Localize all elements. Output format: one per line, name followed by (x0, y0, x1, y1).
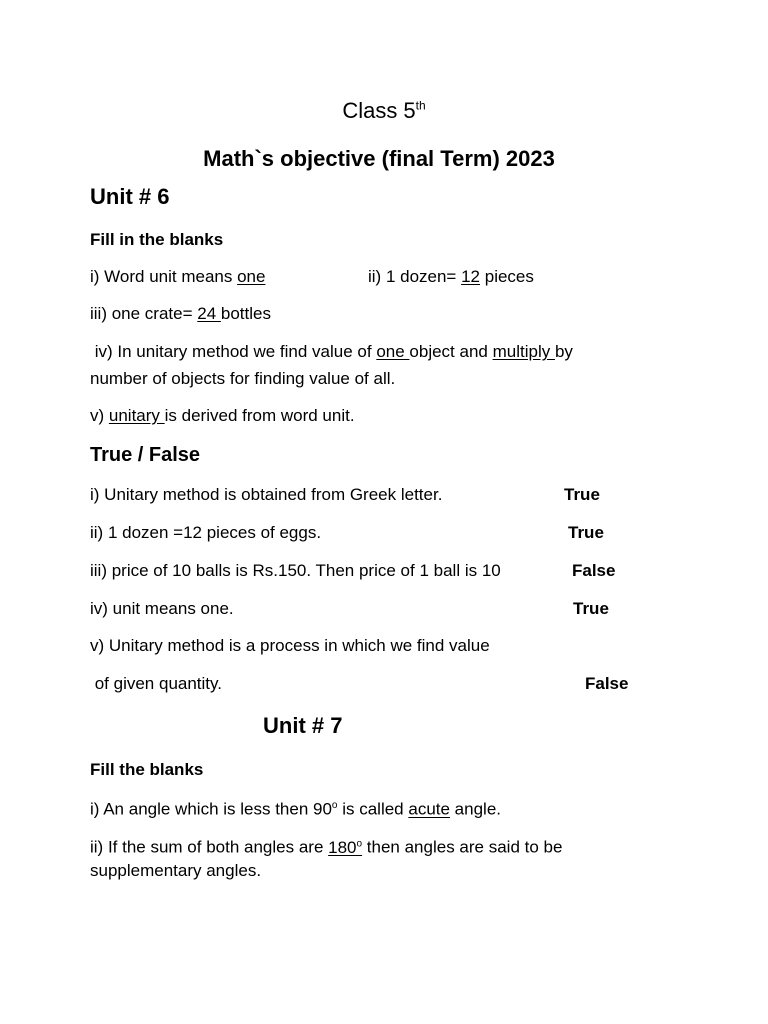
u7-q2-suffix: then angles are said to be (362, 837, 563, 857)
q1-prefix: i) Word unit means (90, 267, 238, 286)
class-title (0, 98, 768, 124)
q4-prefix: iv) In unitary method we find value of (90, 342, 377, 361)
u7-q1-mid: is called (337, 799, 409, 819)
unit6-heading: Unit # 6 (90, 184, 170, 209)
q2-suffix: pieces (480, 267, 534, 286)
q2-answer: 12 (461, 267, 481, 286)
tf-item-5: v) Unitary method is a process in which we find value (90, 636, 490, 655)
unit6-fill-q5 (90, 406, 355, 426)
tf-item-3: iii) price of 10 balls is Rs.150. Then price of 1 ball is 10 (90, 561, 501, 580)
q3-suffix: bottles (220, 304, 271, 323)
page-title: Math`s objective (final Term) 2023 (203, 146, 555, 171)
class-text: Class 5 (342, 98, 416, 123)
q4-suffix: by (554, 342, 573, 361)
u7-q2-prefix: ii) If the sum of both angles are (90, 837, 329, 857)
tf-item-4: iv) unit means one. (90, 599, 234, 618)
unit7-fill-q2 (90, 834, 562, 858)
tf-answer-3: False (572, 561, 616, 580)
tf-answer-1: True (564, 485, 600, 504)
tf-answer-5: False (585, 674, 629, 693)
tf-answer-2: True (568, 523, 604, 542)
unit7-fill-q2-line2: supplementary angles. (90, 861, 262, 880)
tf-item-2: ii) 1 dozen =12 pieces of eggs. (90, 523, 322, 542)
unit7-heading: Unit # 7 (263, 713, 343, 738)
q2-prefix: ii) 1 dozen= (368, 267, 462, 286)
unit6-fill-q2 (368, 267, 534, 287)
u7-q2-answer (328, 838, 362, 857)
unit6-fill-q4 (90, 342, 573, 362)
unit7-fill-heading: Fill the blanks (90, 760, 204, 779)
degree-mark: o (356, 838, 363, 849)
u7-q1-suffix: angle. (449, 799, 501, 819)
degree-mark: o (331, 800, 338, 811)
class-superscript: th (415, 98, 426, 113)
q5-answer: unitary (108, 406, 165, 425)
unit6-fill-q4-line2: number of objects for finding value of all. (90, 369, 396, 388)
q5-prefix: v) (90, 406, 109, 425)
tf-item-1: i) Unitary method is obtained from Greek letter. (90, 485, 443, 504)
u7-q1-answer: acute (408, 799, 450, 819)
unit7-fill-q1 (90, 796, 501, 820)
unit6-fill-q3 (90, 304, 271, 324)
unit6-fill-q1 (90, 267, 265, 287)
q1-answer: one (237, 267, 266, 286)
q4-mid: object and (409, 342, 493, 361)
q5-suffix: is derived from word unit. (164, 406, 355, 425)
q4-answer-1: one (376, 342, 410, 361)
u7-q1-prefix: i) An angle which is less then 90 (90, 799, 332, 819)
u7-q2-answer-value: 180 (328, 837, 357, 857)
q3-answer: 24 (197, 304, 221, 323)
true-false-heading: True / False (90, 444, 201, 466)
unit6-fill-heading: Fill in the blanks (90, 230, 224, 249)
q4-answer-2: multiply (492, 342, 555, 361)
tf-answer-4: True (573, 599, 609, 618)
tf-item-5-line2: of given quantity. (90, 674, 222, 693)
q3-prefix: iii) one crate= (90, 304, 198, 323)
